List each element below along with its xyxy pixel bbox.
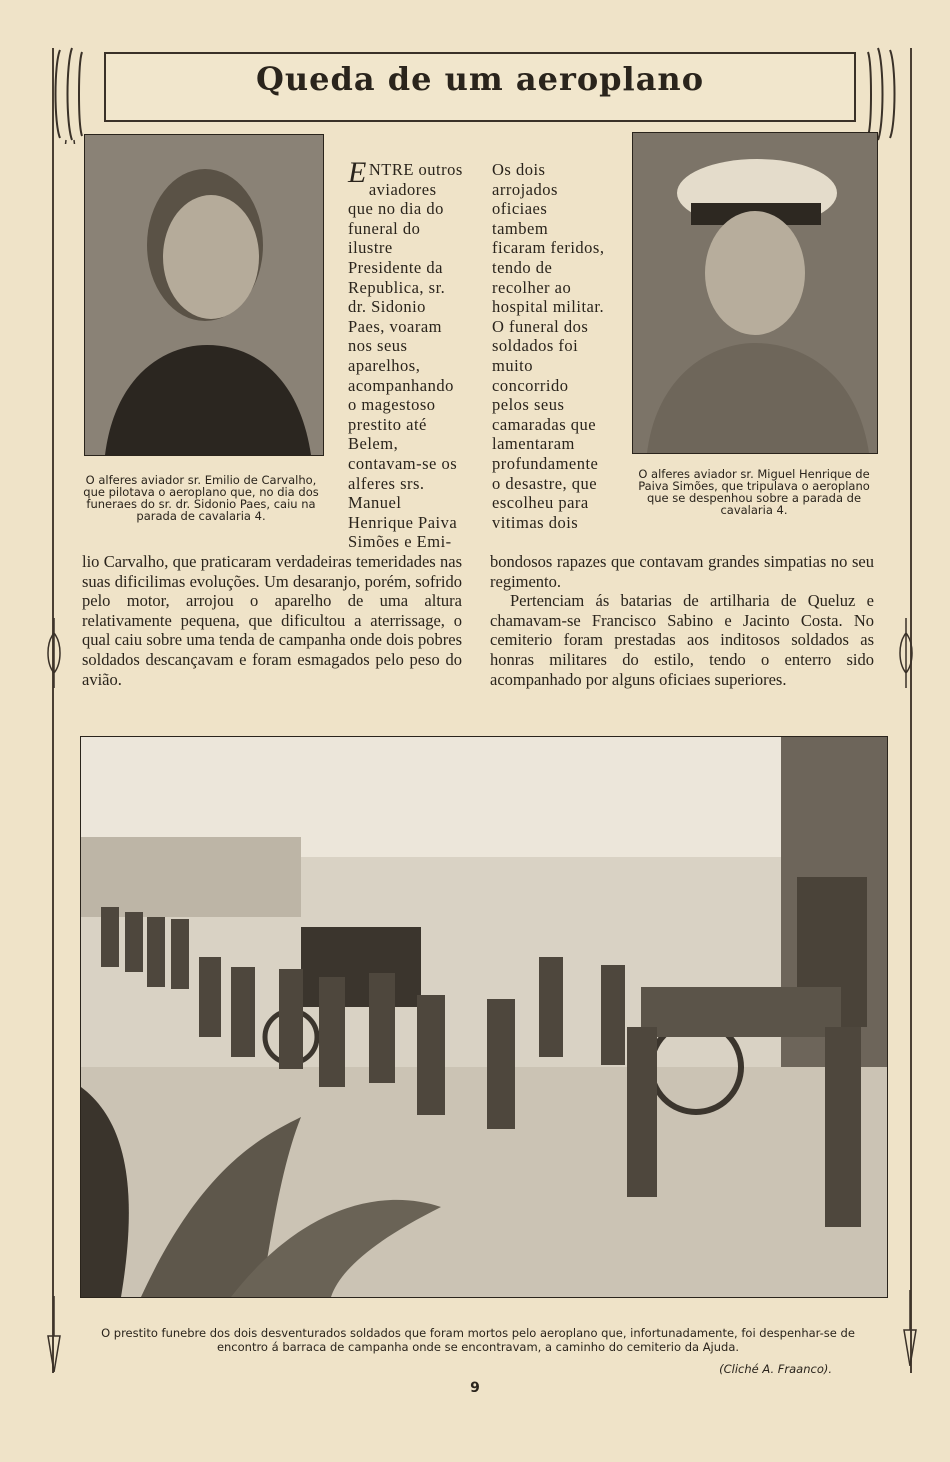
article-paragraph-left: lio Carvalho, que praticaram verdadeiras temeridades nas suas dificilimas evoluções. Um desaranjo, porém, sofrido pelo motor, arrojou o aparelho de uma altura relativamente pequena, que dificultou a aterrissage, o qual caiu sobre uma tenda de campanha onde dois pobres soldados descançavam e foram esmagados pelo peso do avião. [82,552,462,689]
article-paragraph-right [490,552,874,689]
right-portrait-caption: O alferes aviador sr. Miguel Henrique de Paiva Simões, que tripulava o aeroplano que se despenhou sobre a parada de cavalaria 4. [638,467,870,517]
scroll-ornament-right [858,44,898,144]
procession-photo-caption: O prestito funebre dos dois desventurados soldados que foram mortos pelo aeroplano que, infortunadamente, foi despenhar-se de encontro á barraca de campanha onde se encontravam, a caminho do cemiterio da Ajuda. [101,1326,855,1354]
page-number: 9 [470,1380,480,1396]
right-paragraph-2: Pertenciam ás batarias de artilharia de Queluz e chamavam-se Francisco Sabino e Jacinto Costa. No cemiterio foram prestadas aos inditosos soldados as honras militares do estilo, tendo o enterro sido acompanhado por alguns oficiaes superiores. [490,591,874,689]
portrait-photo-emilio-carvalho [84,134,324,456]
article-column-1 [348,156,464,552]
tassel-ornament-left [44,1296,64,1372]
article-title: Queda de um aeroplano [255,60,705,98]
leaf-ornament-left [44,618,64,688]
title-banner [104,52,856,122]
tassel-ornament-right [900,1290,920,1366]
left-portrait-caption: O alferes aviador sr. Emilio de Carvalho, que pilotava o aeroplano que, no dia dos funeraes do sr. dr. Sidonio Paes, caiu na parada de cavalaria 4. [83,473,319,523]
scroll-ornament-left [52,44,92,144]
drop-cap: E [348,156,367,189]
column-1-text: NTRE outros aviadores que no dia do funeral do ilustre Presidente da Republica, sr. dr. Sidonio Paes, voaram nos seus aparelhos, acompanhando o magestoso prestito até Belem, contavam-se os alferes srs. Manuel Henrique Paiva Simões e Emi- [348,160,463,552]
leaf-ornament-right [896,618,916,688]
portrait-photo-miguel-paiva-simoes [632,132,878,454]
article-column-2: Os dois arrojados oficiaes tambem ficaram feridos, tendo de recolher ao hospital militar. O funeral dos soldados foi muito concorrido pelos seus camaradas que lamentaram profundamente o desastre, que escolheu para vitimas dois [492,160,605,532]
right-paragraph-1: bondosos rapazes que contavam grandes simpatias no seu regimento. [490,552,874,591]
funeral-procession-photo [80,736,888,1298]
photo-credit: (Cliché A. Fraanco). [719,1362,832,1376]
